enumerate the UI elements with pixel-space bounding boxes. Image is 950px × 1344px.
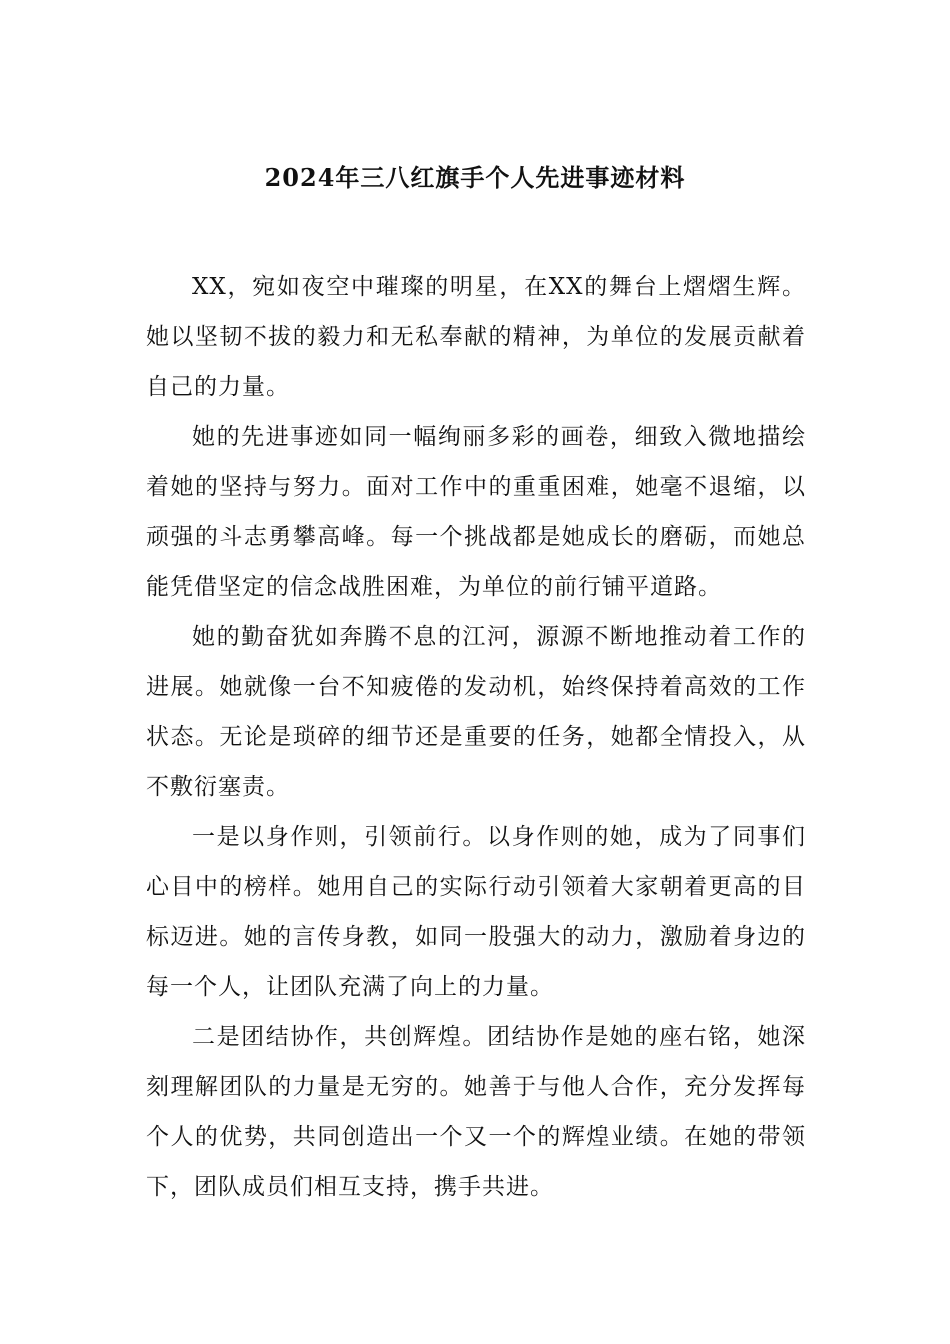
paragraph-intro: XX，宛如夜空中璀璨的明星，在XX的舞台上熠熠生辉。她以坚韧不拔的毅力和无私奉献的精神，为单位的发展贡献着自己的力量。 [146,274,806,400]
paragraph-diligence: 她的勤奋犹如奔腾不息的江河，源源不断地推动着工作的进展。她就像一台不知疲倦的发动机，始终保持着高效的工作状态。无论是琐碎的细节还是重要的任务，她都全情投入，从不敷衍塞责。 [146,624,806,800]
paragraph-deeds: 她的先进事迹如同一幅绚丽多彩的画卷，细致入微地描绘着她的坚持与努力。面对工作中的重重困难，她毫不退缩，以顽强的斗志勇攀高峰。每一个挑战都是她成长的磨砺，而她总能凭借坚定的信念战胜困难，为单位的前行铺平道路。 [146,424,806,600]
paragraph-leading-by-example: 一是以身作则，引领前行。以身作则的她，成为了同事们心目中的榜样。她用自己的实际行动引领着大家朝着更高的目标迈进。她的言传身教，如同一股强大的动力，激励着身边的每一个人，让团队充满了向上的力量。 [146,824,806,1000]
paragraph-teamwork: 二是团结协作，共创辉煌。团结协作是她的座右铭，她深刻理解团队的力量是无穷的。她善于与他人合作，充分发挥每个人的优势，共同创造出一个又一个的辉煌业绩。在她的带领下，团队成员们相互支持，携手共进。 [146,1024,806,1200]
document-title: 2024年三八红旗手个人先进事迹材料 [264,163,686,192]
document-body [146,262,806,1212]
